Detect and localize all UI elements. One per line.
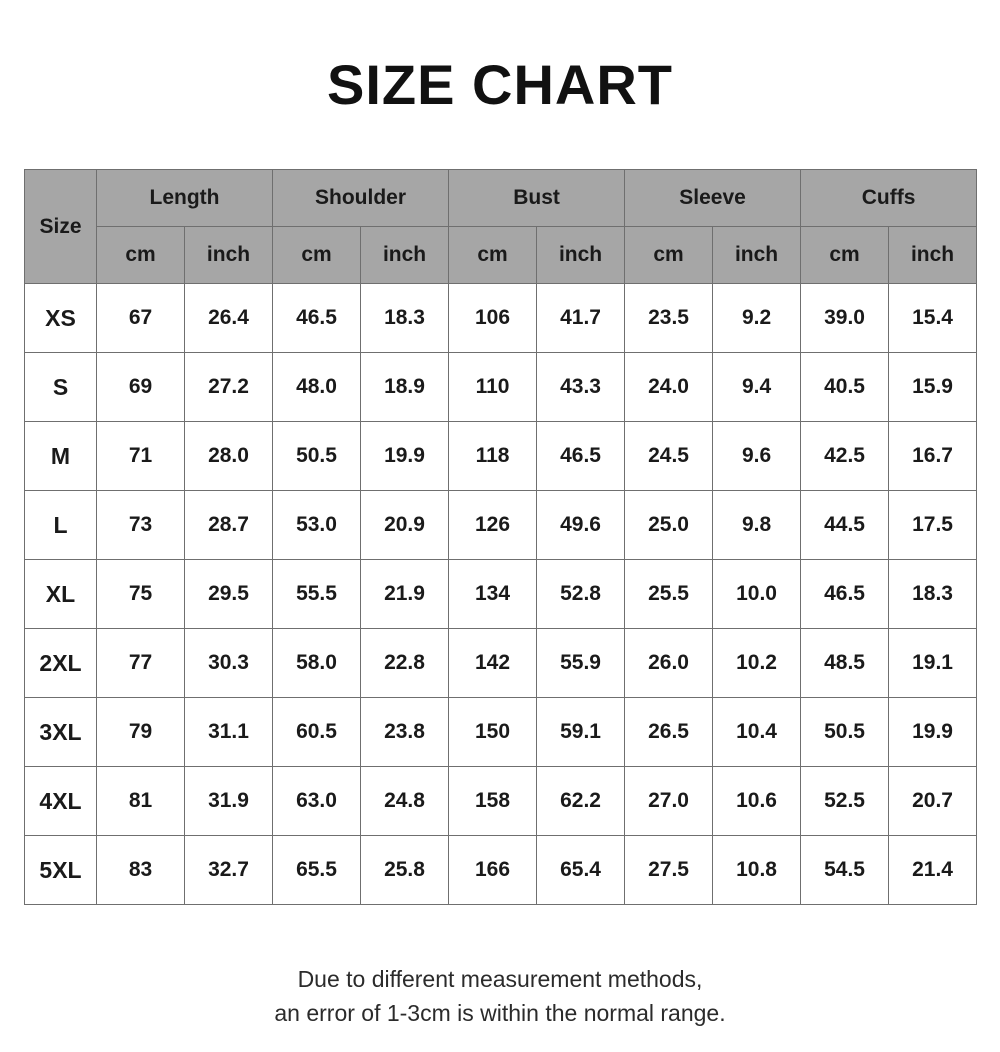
cell-length-inch: 32.7: [185, 836, 273, 905]
table-row: [25, 422, 977, 491]
table-row: [25, 767, 977, 836]
size-chart-table: [24, 169, 977, 905]
cell-length-inch: 31.9: [185, 767, 273, 836]
page-title: SIZE CHART: [327, 53, 673, 116]
cell-sleeve-inch: 9.4: [713, 353, 801, 422]
cell-length-inch: 30.3: [185, 629, 273, 698]
row-size-label: XL: [25, 560, 97, 629]
header-group-length: Length: [97, 170, 273, 227]
cell-cuffs-inch: 20.7: [889, 767, 977, 836]
cell-cuffs-cm: 48.5: [801, 629, 889, 698]
cell-length-cm: 79: [97, 698, 185, 767]
cell-cuffs-cm: 39.0: [801, 284, 889, 353]
cell-bust-inch: 62.2: [537, 767, 625, 836]
header-unit-bust-inch: inch: [537, 227, 625, 284]
cell-sleeve-cm: 26.5: [625, 698, 713, 767]
size-chart-page: [0, 52, 1000, 1052]
cell-bust-cm: 150: [449, 698, 537, 767]
row-size-label: 4XL: [25, 767, 97, 836]
header-unit-shoulder-inch: inch: [361, 227, 449, 284]
table-row: [25, 836, 977, 905]
header-size: Size: [25, 170, 97, 284]
cell-length-inch: 26.4: [185, 284, 273, 353]
cell-bust-inch: 49.6: [537, 491, 625, 560]
cell-bust-cm: 166: [449, 836, 537, 905]
cell-cuffs-inch: 15.4: [889, 284, 977, 353]
row-size-label: 5XL: [25, 836, 97, 905]
cell-length-inch: 28.7: [185, 491, 273, 560]
cell-shoulder-cm: 53.0: [273, 491, 361, 560]
cell-cuffs-inch: 18.3: [889, 560, 977, 629]
cell-bust-cm: 142: [449, 629, 537, 698]
cell-bust-inch: 52.8: [537, 560, 625, 629]
cell-cuffs-cm: 42.5: [801, 422, 889, 491]
cell-shoulder-cm: 50.5: [273, 422, 361, 491]
cell-shoulder-inch: 21.9: [361, 560, 449, 629]
cell-bust-inch: 65.4: [537, 836, 625, 905]
header-group-sleeve: Sleeve: [625, 170, 801, 227]
table-row: [25, 491, 977, 560]
cell-sleeve-cm: 26.0: [625, 629, 713, 698]
header-group-shoulder: Shoulder: [273, 170, 449, 227]
header-unit-bust-cm: cm: [449, 227, 537, 284]
cell-shoulder-cm: 58.0: [273, 629, 361, 698]
cell-shoulder-inch: 19.9: [361, 422, 449, 491]
cell-length-cm: 83: [97, 836, 185, 905]
header-unit-length-inch: inch: [185, 227, 273, 284]
cell-length-inch: 28.0: [185, 422, 273, 491]
cell-shoulder-cm: 46.5: [273, 284, 361, 353]
cell-cuffs-inch: 21.4: [889, 836, 977, 905]
cell-shoulder-inch: 22.8: [361, 629, 449, 698]
row-size-label: M: [25, 422, 97, 491]
cell-shoulder-inch: 18.9: [361, 353, 449, 422]
cell-bust-cm: 126: [449, 491, 537, 560]
cell-cuffs-inch: 15.9: [889, 353, 977, 422]
cell-cuffs-cm: 44.5: [801, 491, 889, 560]
row-size-label: L: [25, 491, 97, 560]
table-row: [25, 629, 977, 698]
cell-sleeve-inch: 9.2: [713, 284, 801, 353]
cell-shoulder-inch: 24.8: [361, 767, 449, 836]
cell-sleeve-cm: 27.0: [625, 767, 713, 836]
table-header-unit-row: [25, 227, 977, 284]
header-unit-shoulder-cm: cm: [273, 227, 361, 284]
cell-bust-cm: 110: [449, 353, 537, 422]
cell-length-cm: 75: [97, 560, 185, 629]
row-size-label: S: [25, 353, 97, 422]
table-head: [25, 170, 977, 284]
cell-shoulder-inch: 23.8: [361, 698, 449, 767]
cell-length-inch: 27.2: [185, 353, 273, 422]
cell-sleeve-inch: 10.2: [713, 629, 801, 698]
cell-length-cm: 71: [97, 422, 185, 491]
cell-length-cm: 81: [97, 767, 185, 836]
cell-sleeve-inch: 9.6: [713, 422, 801, 491]
footnote-line-1: Due to different measurement methods,: [297, 966, 703, 992]
cell-length-cm: 67: [97, 284, 185, 353]
header-unit-length-cm: cm: [97, 227, 185, 284]
cell-shoulder-inch: 25.8: [361, 836, 449, 905]
cell-bust-inch: 59.1: [537, 698, 625, 767]
cell-sleeve-inch: 10.0: [713, 560, 801, 629]
cell-cuffs-cm: 40.5: [801, 353, 889, 422]
cell-shoulder-inch: 18.3: [361, 284, 449, 353]
cell-sleeve-inch: 9.8: [713, 491, 801, 560]
header-unit-sleeve-inch: inch: [713, 227, 801, 284]
cell-cuffs-cm: 46.5: [801, 560, 889, 629]
header-group-bust: Bust: [449, 170, 625, 227]
table-header-group-row: [25, 170, 977, 227]
row-size-label: XS: [25, 284, 97, 353]
cell-sleeve-cm: 24.5: [625, 422, 713, 491]
cell-bust-inch: 55.9: [537, 629, 625, 698]
cell-bust-inch: 46.5: [537, 422, 625, 491]
cell-cuffs-cm: 54.5: [801, 836, 889, 905]
cell-cuffs-inch: 17.5: [889, 491, 977, 560]
cell-sleeve-cm: 25.5: [625, 560, 713, 629]
cell-bust-cm: 106: [449, 284, 537, 353]
cell-sleeve-inch: 10.8: [713, 836, 801, 905]
header-unit-cuffs-inch: inch: [889, 227, 977, 284]
row-size-label: 3XL: [25, 698, 97, 767]
cell-shoulder-cm: 60.5: [273, 698, 361, 767]
cell-bust-cm: 134: [449, 560, 537, 629]
cell-length-inch: 31.1: [185, 698, 273, 767]
cell-cuffs-inch: 16.7: [889, 422, 977, 491]
cell-cuffs-cm: 50.5: [801, 698, 889, 767]
table-row: [25, 353, 977, 422]
header-unit-sleeve-cm: cm: [625, 227, 713, 284]
cell-length-inch: 29.5: [185, 560, 273, 629]
cell-bust-inch: 41.7: [537, 284, 625, 353]
cell-shoulder-cm: 48.0: [273, 353, 361, 422]
table-row: [25, 698, 977, 767]
table-row: [25, 284, 977, 353]
cell-shoulder-cm: 63.0: [273, 767, 361, 836]
cell-shoulder-cm: 65.5: [273, 836, 361, 905]
cell-cuffs-cm: 52.5: [801, 767, 889, 836]
cell-sleeve-cm: 27.5: [625, 836, 713, 905]
table-row: [25, 560, 977, 629]
table-body: [25, 284, 977, 905]
header-unit-cuffs-cm: cm: [801, 227, 889, 284]
cell-length-cm: 77: [97, 629, 185, 698]
cell-sleeve-cm: 25.0: [625, 491, 713, 560]
cell-shoulder-inch: 20.9: [361, 491, 449, 560]
cell-length-cm: 69: [97, 353, 185, 422]
size-chart-table-wrapper: [24, 169, 976, 905]
cell-cuffs-inch: 19.9: [889, 698, 977, 767]
cell-bust-inch: 43.3: [537, 353, 625, 422]
cell-sleeve-cm: 24.0: [625, 353, 713, 422]
cell-length-cm: 73: [97, 491, 185, 560]
cell-shoulder-cm: 55.5: [273, 560, 361, 629]
cell-cuffs-inch: 19.1: [889, 629, 977, 698]
header-group-cuffs: Cuffs: [801, 170, 977, 227]
cell-sleeve-cm: 23.5: [625, 284, 713, 353]
footnote: [0, 962, 1000, 1030]
cell-sleeve-inch: 10.4: [713, 698, 801, 767]
row-size-label: 2XL: [25, 629, 97, 698]
cell-sleeve-inch: 10.6: [713, 767, 801, 836]
footnote-line-2: an error of 1-3cm is within the normal range.: [274, 1000, 726, 1026]
cell-bust-cm: 118: [449, 422, 537, 491]
cell-bust-cm: 158: [449, 767, 537, 836]
